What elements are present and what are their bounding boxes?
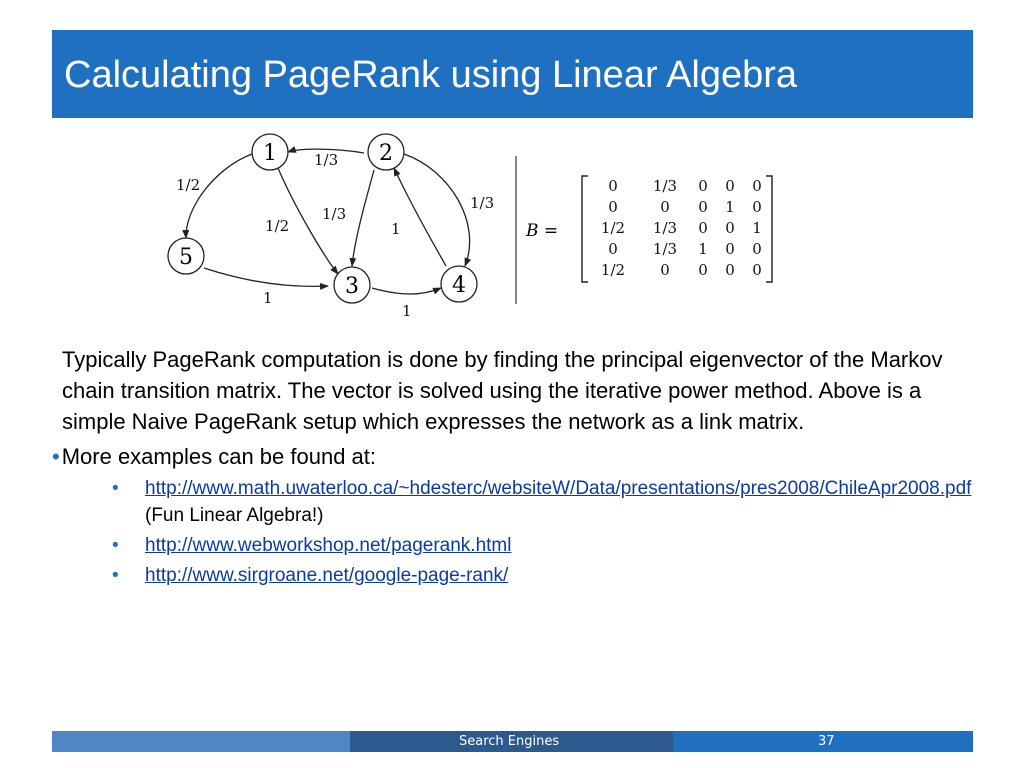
edge-label-2-to-1: 1/3 xyxy=(314,151,339,169)
matrix-cells xyxy=(601,177,762,279)
svg-text:4: 4 xyxy=(452,273,466,298)
bullet-icon: • xyxy=(52,444,60,469)
edge-label-1-to-5: 1/2 xyxy=(176,176,201,194)
svg-text:1: 1 xyxy=(698,240,708,258)
svg-text:5: 5 xyxy=(179,245,193,270)
svg-text:1/3: 1/3 xyxy=(652,177,678,195)
bullet-icon: • xyxy=(112,565,119,586)
slide-body xyxy=(52,344,972,589)
svg-text:0: 0 xyxy=(752,177,762,195)
svg-text:1/2: 1/2 xyxy=(600,219,626,237)
edge-1-to-5 xyxy=(186,154,252,238)
link-webworkshop[interactable]: http://www.webworkshop.net/pagerank.html xyxy=(145,535,512,556)
svg-text:1/2: 1/2 xyxy=(600,261,626,279)
title-bar xyxy=(52,30,973,118)
edge-label-2-to-4: 1/3 xyxy=(470,194,495,212)
svg-text:0: 0 xyxy=(660,198,670,216)
node-3 xyxy=(334,267,370,303)
edge-4-to-2 xyxy=(394,168,446,266)
svg-text:0: 0 xyxy=(752,261,762,279)
link-uwaterloo[interactable]: http://www.math.uwaterloo.ca/~hdesterc/websiteW/Data/presentations/pres2008/ChileApr2008.pdf xyxy=(145,478,972,499)
node-1 xyxy=(252,134,288,170)
svg-text:1: 1 xyxy=(725,198,735,216)
link-sirgroane[interactable]: http://www.sirgroane.net/google-page-rank/ xyxy=(145,565,509,586)
svg-text:0: 0 xyxy=(608,240,618,258)
edge-label-1-to-3: 1/2 xyxy=(265,217,290,235)
examples-bullet xyxy=(52,441,962,472)
svg-text:1/3: 1/3 xyxy=(652,219,678,237)
edge-3-to-4 xyxy=(372,288,441,294)
link-list xyxy=(62,475,972,589)
svg-text:0: 0 xyxy=(725,177,735,195)
page-number: 37 xyxy=(818,734,835,749)
list-item xyxy=(62,475,972,529)
edge-label-4-to-2: 1 xyxy=(391,220,401,238)
svg-text:1: 1 xyxy=(263,141,277,166)
footer-title: Search Engines xyxy=(459,734,560,749)
svg-text:0: 0 xyxy=(725,261,735,279)
link-note: (Fun Linear Algebra!) xyxy=(145,505,324,526)
svg-text:0: 0 xyxy=(752,240,762,258)
svg-text:2: 2 xyxy=(379,141,393,166)
svg-text:0: 0 xyxy=(725,219,735,237)
list-item xyxy=(62,532,962,559)
svg-text:0: 0 xyxy=(698,219,708,237)
svg-text:1/3: 1/3 xyxy=(652,240,678,258)
body-paragraph: Typically PageRank computation is done by finding the principal eigenvector of the Markov chain transition matrix. The vector is solved using the iterative power method. Above is a simple Naive PageRank setup which expresses the network as a link matrix. xyxy=(62,347,943,434)
list-item xyxy=(62,562,962,589)
edge-label-3-to-4: 1 xyxy=(402,302,412,320)
svg-text:0: 0 xyxy=(725,240,735,258)
svg-text:0: 0 xyxy=(698,177,708,195)
matrix-label: B = xyxy=(526,221,559,241)
svg-text:1: 1 xyxy=(752,219,762,237)
svg-text:0: 0 xyxy=(660,261,670,279)
bullet-icon: • xyxy=(112,478,119,499)
svg-text:0: 0 xyxy=(608,177,618,195)
edge-2-to-3 xyxy=(352,170,374,266)
pagerank-figure xyxy=(160,128,800,324)
svg-text:0: 0 xyxy=(608,198,618,216)
bullet-icon: • xyxy=(112,535,119,556)
footer-segment xyxy=(52,731,350,752)
node-4 xyxy=(441,266,477,302)
svg-text:0: 0 xyxy=(752,198,762,216)
footer-bar xyxy=(52,731,973,752)
slide-title: Calculating PageRank using Linear Algebra xyxy=(64,54,798,96)
examples-intro: More examples can be found at: xyxy=(61,444,376,469)
edge-label-5-to-3: 1 xyxy=(263,289,273,307)
edge-label-2-to-3: 1/3 xyxy=(322,205,347,223)
node-2 xyxy=(368,134,404,170)
node-5 xyxy=(168,238,204,274)
edge-5-to-3 xyxy=(204,268,328,286)
svg-text:0: 0 xyxy=(698,261,708,279)
svg-text:3: 3 xyxy=(345,274,359,299)
svg-text:0: 0 xyxy=(698,198,708,216)
